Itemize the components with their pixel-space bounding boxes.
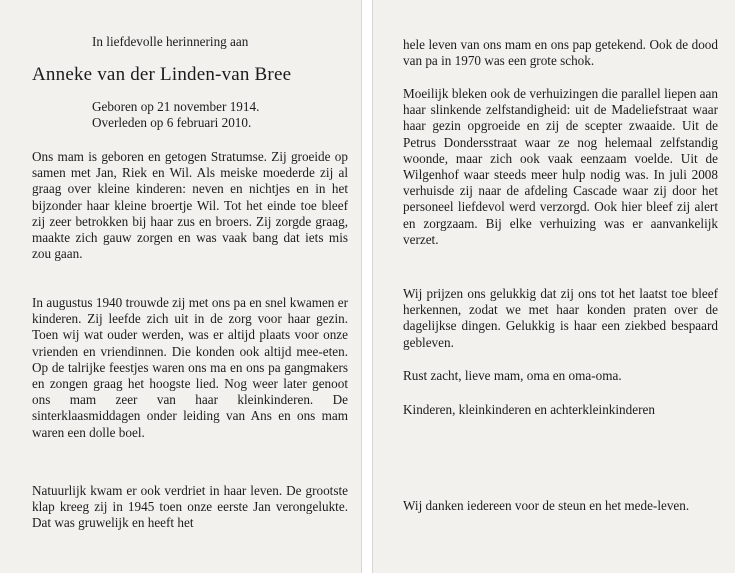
family-signature: Kinderen, kleinkinderen en achterkleinkinderen bbox=[403, 402, 655, 417]
right-card-page bbox=[372, 0, 735, 573]
paragraph-continuation: hele leven van ons mam en ons pap getekend. Ook de dood van pa in 1970 was een grote schok. bbox=[403, 37, 718, 69]
paragraph-moves: Moeilijk bleken ook de verhuizingen die parallel liepen aan haar slinkende zelfstandigheid: uit de Madeliefstraat waar haar gezin opgroeide en zij de scepter zwaaide. Uit de Petrus Dondersstraat waar ze nog helemaal zelfstandig woonde, maar zich ook vaak eenzaam voelde. Uit de Wilgenhof waar steeds meer hulp nodig was. In juli 2008 verhuisde zij naar de afdeling Cascade waar zij door het personeel liefdevol werd verzorgd. Ook hier bleef zij alert en zorgzaam. Bij elke verhuizing was er aanvankelijk verzet. bbox=[403, 86, 718, 247]
left-card-page bbox=[0, 0, 362, 573]
intro-line: In liefdevolle herinnering aan bbox=[92, 34, 249, 49]
death-date: Overleden op 6 februari 2010. bbox=[92, 115, 252, 131]
paragraph-marriage: In augustus 1940 trouwde zij met ons pa en snel kwamen er kinderen. Zij leefde zich uit in de zorg voor haar gezin. Toen wij wat ouder werden, was er altijd plaats voor onze vrienden en vriendinnen. Die konden ook altijd mee-eten. Op de talrijke feestjes waren ons ma en ons pa gangmakers en zongen graag het hoogste lied. Nog weer later genoot ons mam zeer van haar kleinkinderen. De sinterklaasmiddagen onder leiding van Ans en ons mam waren een dolle boel. bbox=[32, 295, 348, 440]
card-fold-gap bbox=[362, 0, 372, 573]
paragraph-childhood: Ons mam is geboren en getogen Stratumse. Zij groeide op samen met Jan, Riek en Wil. Als meiske moederde zij al graag over kleine kinderen: neven en nichtjes en in het bijzonder haar kleine broertje Wil. Tot het einde toe bleef zij zeer betrokken bij haar zus en broers. Zij zorgde graag, maakte zich gauw zorgen en was vaak bang dat iets mis zou gaan. bbox=[32, 149, 348, 262]
farewell-line: Rust zacht, lieve mam, oma en oma-oma. bbox=[403, 368, 622, 383]
deceased-name: Anneke van der Linden-van Bree bbox=[32, 64, 292, 85]
life-dates bbox=[92, 99, 259, 131]
birth-date: Geboren op 21 november 1914. bbox=[92, 99, 260, 114]
thanks-line: Wij danken iedereen voor de steun en het mede-leven. bbox=[403, 498, 690, 513]
paragraph-gratitude: Wij prijzen ons gelukkig dat zij ons tot het laatst toe bleef herkennen, zodat we met haar konden praten over de dagelijkse dingen. Gelukkig is haar een ziekbed bespaard gebleven. bbox=[403, 286, 718, 350]
paragraph-sorrow: Natuurlijk kwam er ook verdriet in haar leven. De grootste klap kreeg zij in 1945 toen onze eerste Jan verongelukte. Dat was gruwelijk en heeft het bbox=[32, 483, 348, 531]
